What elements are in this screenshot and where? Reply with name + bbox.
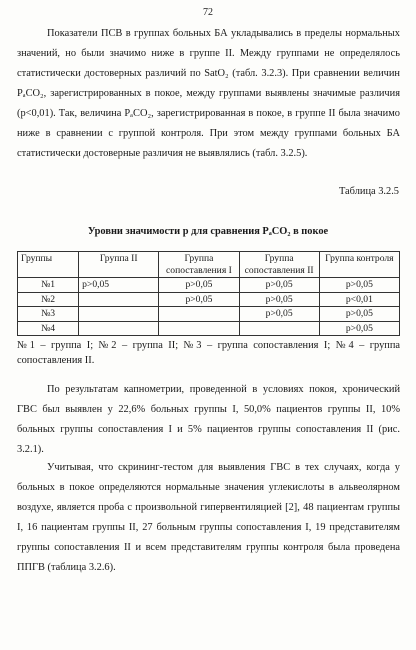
table-row bbox=[18, 278, 400, 293]
table-row bbox=[18, 307, 400, 322]
table-row bbox=[18, 292, 400, 307]
table-cell: p>0,05 bbox=[159, 292, 239, 307]
paragraph-capnometry-results: По результатам капнометрии, проведенной в условиях покоя, хронический ГВС был выявлен у 22,6% больных группы I, 50,0% пациентов группы II, 10% больных группы сопоставления I и 5% пациентов группы сопоставления II (рис. 3.2.1). bbox=[17, 384, 400, 455]
table-cell: p>0,05 bbox=[239, 278, 319, 293]
table-cell: p>0,05 bbox=[319, 307, 399, 322]
table-cell bbox=[159, 321, 239, 336]
significance-table bbox=[17, 251, 400, 336]
table-cell: №1 bbox=[18, 278, 79, 293]
table-header-row bbox=[18, 252, 400, 278]
table-cell bbox=[159, 307, 239, 322]
page-number: 72 bbox=[203, 7, 213, 18]
table-header-cell: Группа II bbox=[79, 252, 159, 278]
table-header-cell: Группа контроля bbox=[319, 252, 399, 278]
table-cell bbox=[239, 321, 319, 336]
table-header-cell: Группы bbox=[18, 252, 79, 278]
table-cell: p>0,05 bbox=[319, 321, 399, 336]
table-cell bbox=[79, 292, 159, 307]
table-note: №1 – группа I; №2 – группа II; №3 – группа сопоставления I; №4 – группа сопоставления II. bbox=[17, 340, 400, 366]
table-header-cell: Группа сопоставления I bbox=[159, 252, 239, 278]
table-cell: p>0,05 bbox=[239, 292, 319, 307]
table-header-cell: Группа сопоставления II bbox=[239, 252, 319, 278]
table-cell: №4 bbox=[18, 321, 79, 336]
paragraph-hyperventilation-test: Учитывая, что скрининг-тестом для выявления ГВС в тех случаях, когда у больных в покое определяются нормальные значения углекислоты в альвеолярном воздухе, является проба с произвольной гипервентиляцией [2], 48 пациентам группы I, 16 пациентам группы II, 27 больным группы сопоставления I, 19 представителям группы сопоставления II и всем представителям группы контроля была проведена ППГВ (таблица 3.2.6). bbox=[17, 462, 400, 573]
table-cell: p>0,05 bbox=[159, 278, 239, 293]
table-cell: №3 bbox=[18, 307, 79, 322]
table-caption: Таблица 3.2.5 bbox=[338, 186, 399, 197]
table-cell bbox=[79, 307, 159, 322]
table-title: Уровни значимости p для сравнения PₐCO₂ в покое bbox=[87, 226, 329, 237]
table-cell: p>0,05 bbox=[79, 278, 159, 293]
table-cell bbox=[79, 321, 159, 336]
table-cell: p>0,05 bbox=[319, 278, 399, 293]
table-cell: p<0,01 bbox=[319, 292, 399, 307]
table-row bbox=[18, 321, 400, 336]
table-cell: p>0,05 bbox=[239, 307, 319, 322]
paragraph-psv-results: Показатели ПСВ в группах больных БА укладывались в пределы нормальных значений, но были значимо ниже в группе II. Между группами не определялось статистически достоверных различий по SatO₂ (табл. 3.2.3). При сравнении величин PₐCO₂, зарегистрированных в покое, между группами выявлены значимые различия (p<0,01). Так, величина PₐCO₂, зарегистрированная в покое, в группе II была значимо ниже в сравнении с группой контроля. При этом между группами больных БА статистически достоверные различия не выявлялись (табл. 3.2.5). bbox=[17, 28, 400, 159]
table-cell: №2 bbox=[18, 292, 79, 307]
